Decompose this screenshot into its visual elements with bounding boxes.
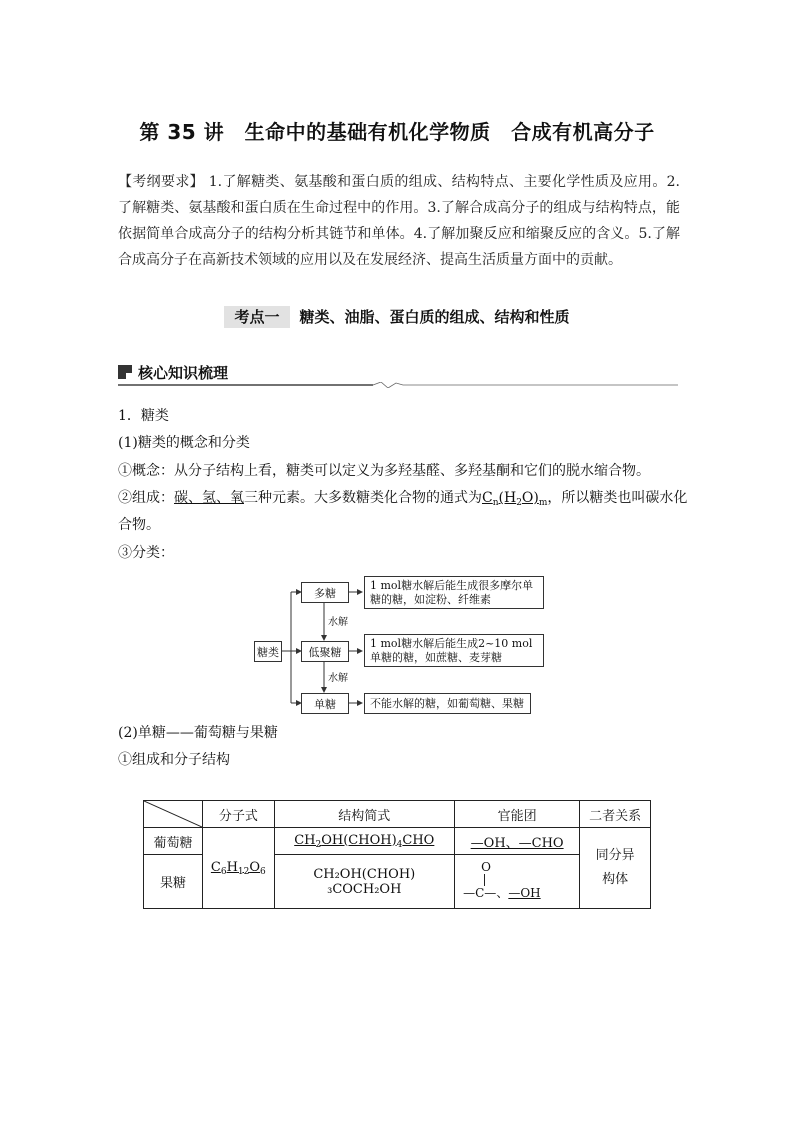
elements-answer: 碳、氢、氧 — [174, 490, 244, 506]
page-title: 第 35 讲 生命中的基础有机化学物质 合成有机高分子 — [139, 120, 655, 144]
section-badge: 考点一 — [224, 306, 289, 328]
hydrolysis-label-1: 水解 — [328, 617, 348, 628]
hydrolysis-label-2: 水解 — [328, 673, 348, 684]
header-groups: 官能团 — [454, 801, 580, 828]
general-formula: $C_n(H_2O)_m$ — [482, 490, 548, 508]
polysaccharide-box: 多糖 — [301, 582, 349, 603]
polysaccharide-desc: 1 mol糖水解后能生成很多摩尔单糖的糖，如淀粉、纤维素 — [364, 576, 544, 609]
monosaccharide-box: 单糖 — [301, 693, 349, 714]
molecular-formula-cell — [203, 828, 275, 909]
structure-heading: ①组成和分子结构 — [118, 752, 230, 768]
header-relation: 二者关系 — [580, 801, 651, 828]
diagonal-header-cell — [144, 801, 203, 828]
oligosaccharide-desc: 1 mol糖水解后能生成2~10 mol单糖的糖，如蔗糖、麦芽糖 — [364, 634, 544, 667]
composition-line-2: 合物。 — [118, 517, 160, 533]
requirements-label: 【考纲要求】 — [118, 174, 204, 190]
requirements-text: 1.了解糖类、氨基酸和蛋白质的组成、结构特点、主要化学性质及应用。2.了解糖类、氨基酸和蛋白质在生命过程中的作用。3.了解合成高分子的组成与结构特点，能依据简单合成高分子的结构分析其链节和单体。4.了解加聚反应和缩聚反应的含义。5.了解合成高分子在高新技术领域的应用以及在发展经济、提高生活质量方面中的贡献。 — [118, 174, 681, 268]
relation-cell: 同分异构体 — [580, 828, 651, 909]
table-row — [144, 828, 651, 855]
diagonal-line — [144, 801, 202, 827]
classification-line: ③分类： — [118, 545, 174, 561]
heading-1-2: (2)单糖——葡萄糖与果糖 — [118, 725, 278, 741]
composition-line: ②组成：碳、氢、氧三种元素。大多数糖类化合物的通式为$C_n(H_2O)_m$，所以糖类也叫碳水化 — [118, 490, 688, 508]
core-heading-text: 核心知识梳理 — [138, 364, 229, 382]
molecular-formula: $C_6H_{12}O_6$ — [210, 859, 266, 877]
header-formula: 分子式 — [203, 801, 275, 828]
glucose-name: 葡萄糖 — [144, 828, 203, 855]
glucose-groups: —OH、—CHO — [454, 828, 580, 855]
heading-1: 1．糖类 — [118, 408, 169, 424]
heading-1-1: (1)糖类的概念和分类 — [118, 435, 250, 451]
fructose-structure: CH₂OH(CHOH) ₃COCH₂OH — [274, 855, 454, 909]
glucose-structure: $CH_2OH(CHOH)_4CHO$ — [274, 828, 454, 855]
header-structure: 结构简式 — [274, 801, 454, 828]
glucose-fructose-table — [143, 800, 651, 909]
concept-line: ①概念：从分子结构上看，糖类可以定义为多羟基醛、多羟基酮和它们的脱水缩合物。 — [118, 463, 650, 479]
fructose-name: 果糖 — [144, 855, 203, 909]
table-header-row — [144, 801, 651, 828]
oligosaccharide-box: 低聚糖 — [301, 641, 349, 662]
sugar-root-box: 糖类 — [254, 641, 282, 662]
fructose-groups: O —C—、—OH — [454, 855, 580, 909]
monosaccharide-desc: 不能水解的糖，如葡萄糖、果糖 — [364, 693, 531, 714]
section-title: 糖类、油脂、蛋白质的组成、结构和性质 — [299, 308, 570, 326]
